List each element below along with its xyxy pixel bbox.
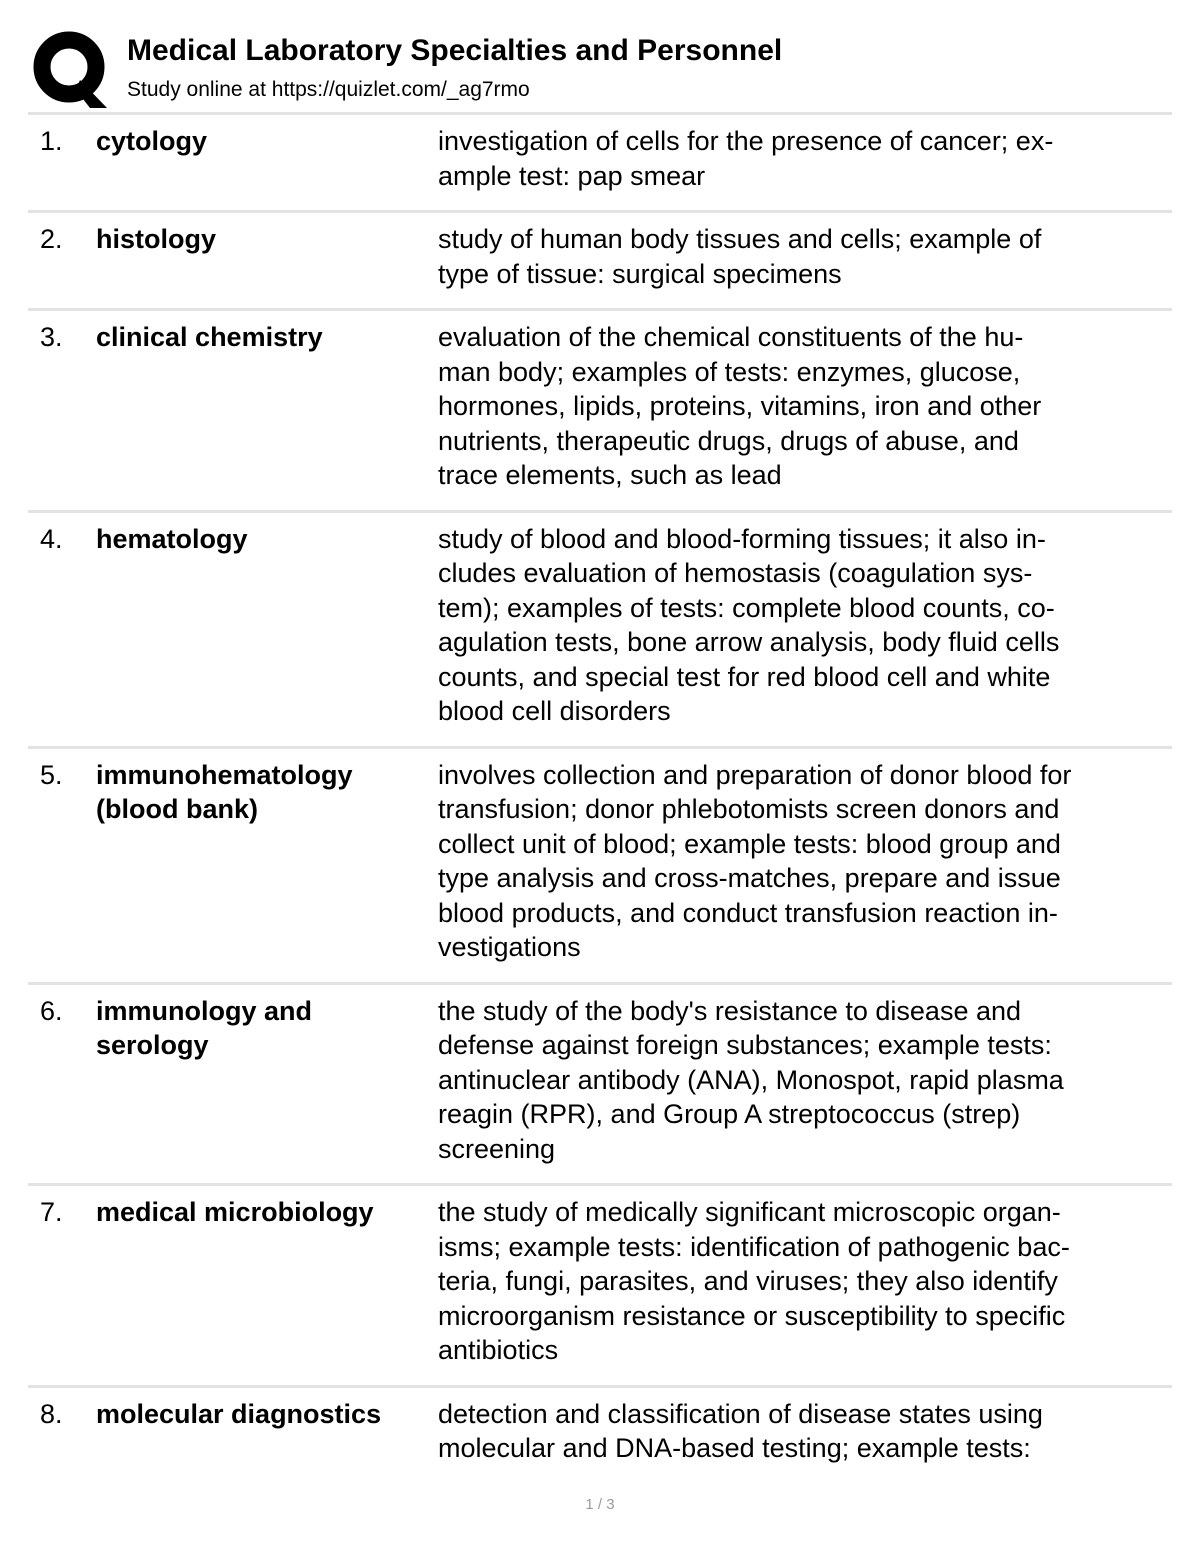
card-number: 7. [40,1197,63,1227]
card-term: cytology [96,126,208,156]
card-term: immunohematology (blood bank) [96,759,353,824]
card-term: immunology and serology [96,995,312,1060]
flashcard-row [28,213,1172,311]
card-definition: study of blood and blood-forming tissues; it also in- cludes evaluation of hemostasis (coagulation sys- tem); examples of tests: complete blood counts, co- agulation tests, bone arrow analysis, body fluid cells counts, and special test for red blood cell and white blood cell disorders [438,523,1060,726]
card-number: 3. [40,322,63,352]
card-term: medical microbiology [96,1197,374,1227]
card-term: hematology [96,523,248,554]
flashcard-row [28,115,1172,213]
card-number: 4. [40,523,63,554]
card-term: histology [96,224,216,254]
card-definition: detection and classification of disease states using molecular and DNA-based testing; example tests: [438,1398,1043,1463]
page-number: 1 / 3 [585,1496,615,1513]
card-number: 1. [40,126,63,156]
flashcard-row [28,749,1172,985]
flashcard-row [28,1388,1172,1483]
quizlet-q-logo-icon [30,30,110,110]
card-definition: investigation of cells for the presence of cancer; ex- ample test: pap smear [438,126,1054,191]
card-number: 2. [40,224,63,254]
flashcard-row [28,513,1172,749]
card-definition: study of human body tissues and cells; example of type of tissue: surgical specimens [438,224,1042,289]
flashcard-row [28,1186,1172,1388]
card-term: molecular diagnostics [96,1398,382,1429]
card-definition: the study of medically significant microscopic organ- isms; example tests: identification of pathogenic bac- teria, fungi, parasites, and viruses; they also identify microorganism resistance or susceptibility to specific antibiotics [438,1197,1070,1365]
card-number: 6. [40,995,63,1026]
flashcard-list [28,115,1172,1483]
card-number: 8. [40,1398,63,1429]
card-definition: evaluation of the chemical constituents of the hu- man body; examples of tests: enzymes, glucose, hormones, lipids, proteins, vitamins, iron and other nutrients, therapeutic drugs, drugs of abuse, and trace elements, such as lead [438,322,1042,490]
card-term: clinical chemistry [96,322,323,352]
flashcard-row [28,311,1172,513]
flashcard-row [28,985,1172,1187]
study-online-link[interactable]: Study online at https://quizlet.com/_ag7rmo [127,78,530,101]
document-header [28,28,1172,112]
card-number: 5. [40,759,63,790]
card-definition: the study of the body's resistance to disease and defense against foreign substances; example tests: antinuclear antibody (ANA), Monospot, rapid plasma reagin (RPR), and Group A streptococcus (strep) screening [438,995,1064,1164]
document-title: Medical Laboratory Specialties and Personnel [127,34,783,67]
card-definition: involves collection and preparation of donor blood for transfusion; donor phlebotomists screen donors and collect unit of blood; example tests: blood group and type analysis and cross-matches, prepare and issue blood products, and conduct transfusion reaction in- vestigations [438,759,1072,962]
